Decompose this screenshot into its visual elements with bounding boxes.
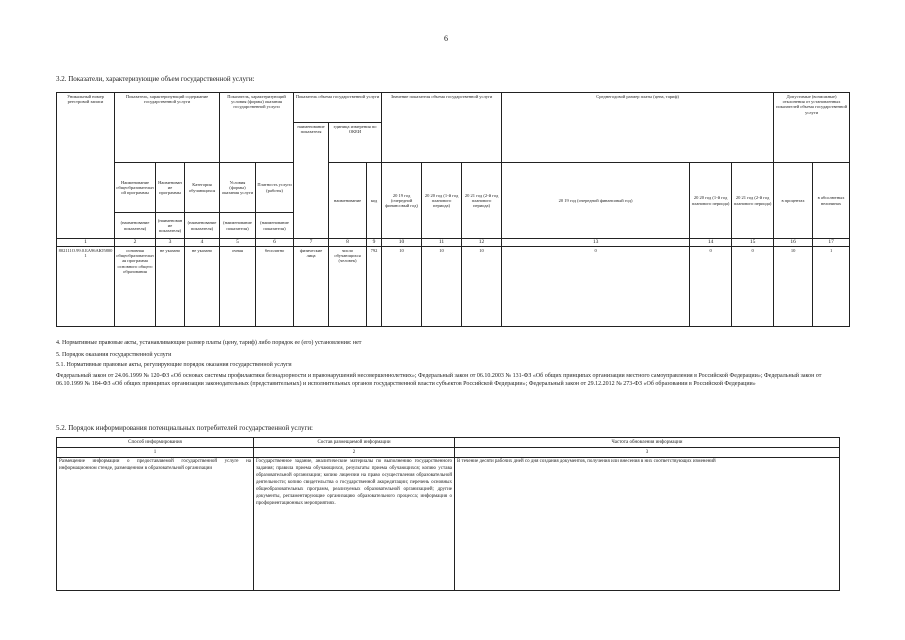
note-fee-acts: 4. Нормативные правовые акты, устанавливающие размер платы (цену, тариф) либо порядок ее (его) установления: нет [56,340,362,346]
header-value-year-1: 20 19 год (очередной финансовый год) [382,163,422,239]
header-allowed-deviation: Допустимые (возможные) отклонения от установленных показателей объема государственной услуги [774,93,850,163]
header-fee-year-3: 20 21 год (2-й год планового периода) [732,163,774,239]
column-number: 15 [732,239,774,247]
header-content-2: Наименование программы [156,163,185,213]
column-number: 9 [367,239,382,247]
page-number: 6 [444,34,448,43]
column-number: 14 [690,239,732,247]
cell-program-name: не указано [156,247,185,327]
column-number: 2 [254,448,455,458]
cell-method: Размещение информации о предоставляемой государственной услуге на информационном стенде, размещенном в образовательной организации [57,458,254,591]
section-5-2-title: 5.2. Порядок информирования потенциальных потребителей государственной услуги: [56,424,314,432]
cell-fee-year-3: 0 [732,247,774,327]
header-unit-code: код [367,163,382,239]
column-number-row [57,239,850,247]
column-number: 2 [115,239,156,247]
cell-form: очная [220,247,256,327]
placeholder-indicator-4: (наименование показателя) [220,213,256,239]
placeholder-indicator-2: (наименование показателя) [156,213,185,239]
column-number: 16 [774,239,813,247]
cell-unit-name: число обучающихся (человек) [329,247,367,327]
placeholder-indicator-1: (наименование показателя) [115,213,156,239]
column-number: 4 [185,239,220,247]
header-volume-indicator: Показатель объема государственной услуги [294,93,382,123]
header-deviation-percent: в процентах [774,163,813,239]
cell-value-year-3: 10 [462,247,502,327]
header-value-year-2: 20 20 год (1-й год планового периода) [422,163,462,239]
header-indicator-values: Значение показателя объема государственной услуги [382,93,502,163]
column-number: 13 [502,239,690,247]
cell-deviation-absolute: 1 [813,247,850,327]
column-number: 5 [220,239,256,247]
header-indicator-name: наименование показателя [294,123,329,239]
header-average-fee: Среднегодовой размер платы (цена, тариф) [502,93,774,163]
legal-acts-text: Федеральный закон от 24.06.1999 № 120-ФЗ «Об основах системы профилактики безнадзорности и правонарушений несовершеннолетних»; Федеральный закон от 06.10.2003 № 131-ФЗ «Об общих принципах организации местного самоуправления в Российской Федерации»; Федеральный закон от 06.10.1999 № 184-ФЗ «Об общих принципах организации законодательных (представительных) и исполнительных органов государственной власти субъектов Российской Федерации»; Федеральный закон от 29.12.2012 № 273-ФЗ «Об образовании в Российской Федерации» [56,373,822,387]
cell-frequency: В течение десяти рабочих дней со дня создания документов, получения или внесения в них соответствующих изменений [455,458,840,591]
column-number: 10 [382,239,422,247]
header-content-indicator: Показатель, характеризующий содержание государственной услуги [115,93,220,163]
column-number: 6 [256,239,294,247]
cell-value-year-1: 10 [382,247,422,327]
column-number: 8 [329,239,367,247]
header-value-year-3: 20 21 год (2-й год планового периода) [462,163,502,239]
header-condition-2: Платность услуги (работы) [256,163,294,213]
header-condition-1: Условия (формы) оказания услуги [220,163,256,213]
column-number: 11 [422,239,462,247]
cell-unit-code: 792 [367,247,382,327]
note-regulatory-acts: 5.1. Нормативные правовые акты, регулирующие порядок оказания государственной услуги [56,362,292,368]
cell-content: Государственное задание, аналитические материалы по выполнению государственного задания; правила приема обучающихся, результаты приема обучающихся; копию устава образовательной организации; копию лицензии на право осуществления образовательной деятельности; копию свидетельства о государственной аккредитации; перечень основных общеобразовательных программ, реализуемых образовательной организацией; другие документы, регламентирующие организацию образовательного процесса; информация о профориентационных мероприятиях. [254,458,455,591]
column-number: 3 [156,239,185,247]
cell-unique-number: 802111О.99.0.БА96АЮ58001 [57,247,115,327]
header-method: Способ информирования [57,438,254,448]
header-fee-year-1: 20 19 год (очередной финансовый год) [502,163,690,239]
header-fee-year-2: 20 20 год (1-й год планового периода) [690,163,732,239]
header-deviation-absolute: в абсолютных величинах [813,163,850,239]
header-unit-name: наименование [329,163,367,239]
cell-paid: бесплатно [256,247,294,327]
informing-table [56,437,840,591]
header-content-3: Категория обучающихся [185,163,220,213]
header-content-1: Наименование общеобразовательной программы [115,163,156,213]
cell-value-year-2: 10 [422,247,462,327]
table-row [57,458,840,591]
cell-fee-year-2: 0 [690,247,732,327]
header-unit-okei: единица измерения по ОКЕИ [329,123,382,163]
cell-category: не указано [185,247,220,327]
placeholder-indicator-5: (наименование показателя) [256,213,294,239]
section-3-2-title: 3.2. Показатели, характеризующие объем государственной услуги: [56,75,255,83]
column-number: 12 [462,239,502,247]
note-service-procedure: 5. Порядок оказания государственной услуги [56,352,172,358]
table-row [57,247,850,327]
placeholder-indicator-3: (наименование показателя) [185,213,220,239]
column-number: 1 [57,448,254,458]
cell-fee-year-1: 0 [502,247,690,327]
column-number: 17 [813,239,850,247]
volume-indicators-table [56,92,850,327]
header-unique-number: Уникальный номер реестровой записи [57,93,115,239]
column-number: 3 [455,448,840,458]
cell-deviation-percent: 10 [774,247,813,327]
header-conditions-indicator: Показатель, характеризующий условия (формы) оказания государственной услуги [220,93,294,163]
header-content: Состав размещаемой информации [254,438,455,448]
header-frequency: Частота обновления информации [455,438,840,448]
column-number: 1 [57,239,115,247]
cell-indicator: физические лица [294,247,329,327]
cell-program: основная общеобразовательная программа основного общего образования [115,247,156,327]
column-number: 7 [294,239,329,247]
